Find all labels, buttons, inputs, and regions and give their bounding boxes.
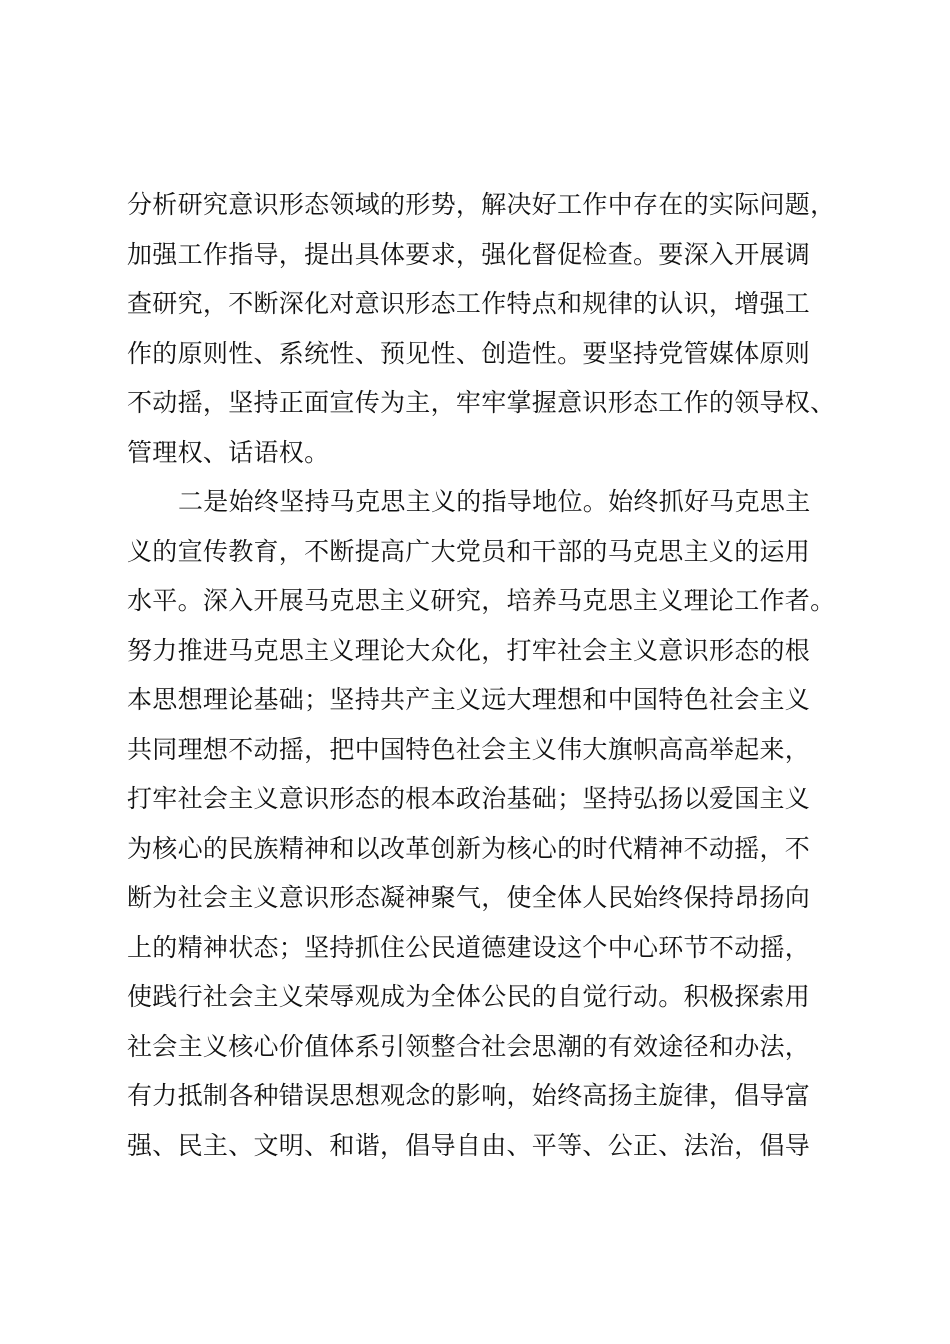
text-line: 水平。深入开展马克思主义研究，培养马克思主义理论工作者。 (127, 586, 836, 615)
text-line: 义的宣传教育，不断提高广大党员和干部的马克思主义的运用 (127, 536, 811, 566)
text-line: 分析研究意识形态领域的形势，解决好工作中存在的实际问题， (127, 190, 836, 219)
text-line: 努力推进马克思主义理论大众化，打牢社会主义意识形态的根 (127, 635, 811, 665)
text-line: 作的原则性、系统性、预见性、创造性。要坚持党管媒体原则 (127, 338, 811, 368)
text-line: 为核心的民族精神和以改革创新为核心的时代精神不动摇，不 (127, 833, 811, 863)
text-line: 上的精神状态；坚持抓住公民道德建设这个中心环节不动摇， (127, 932, 811, 962)
text-line-indented: 二是始终坚持马克思主义的指导地位。始终抓好马克思主 (178, 487, 811, 516)
text-line: 管理权、话语权。 (127, 437, 330, 467)
text-line: 加强工作指导，提出具体要求，强化督促检查。要深入开展调 (127, 239, 811, 269)
paragraph-2 (127, 477, 837, 1170)
text-line: 社会主义核心价值体系引领整合社会思潮的有效途径和办法， (127, 1031, 811, 1061)
paragraph-1 (127, 180, 837, 477)
text-line: 共同理想不动摇，把中国特色社会主义伟大旗帜高高举起来， (127, 734, 811, 764)
text-line: 使践行社会主义荣辱观成为全体公民的自觉行动。积极探索用 (127, 982, 811, 1011)
text-line: 有力抵制各种错误思想观念的影响，始终高扬主旋律，倡导富 (127, 1081, 811, 1110)
text-line: 强、民主、文明、和谐，倡导自由、平等、公正、法治，倡导 (127, 1130, 811, 1160)
text-line: 查研究，不断深化对意识形态工作特点和规律的认识，增强工 (127, 289, 811, 318)
text-line: 不动摇，坚持正面宣传为主，牢牢掌握意识形态工作的领导权、 (127, 388, 836, 417)
text-line: 打牢社会主义意识形态的根本政治基础；坚持弘扬以爱国主义 (127, 784, 811, 813)
text-line: 断为社会主义意识形态凝神聚气，使全体人民始终保持昂扬向 (127, 883, 811, 912)
document-body (127, 180, 837, 1170)
text-line: 本思想理论基础；坚持共产主义远大理想和中国特色社会主义 (127, 685, 811, 714)
